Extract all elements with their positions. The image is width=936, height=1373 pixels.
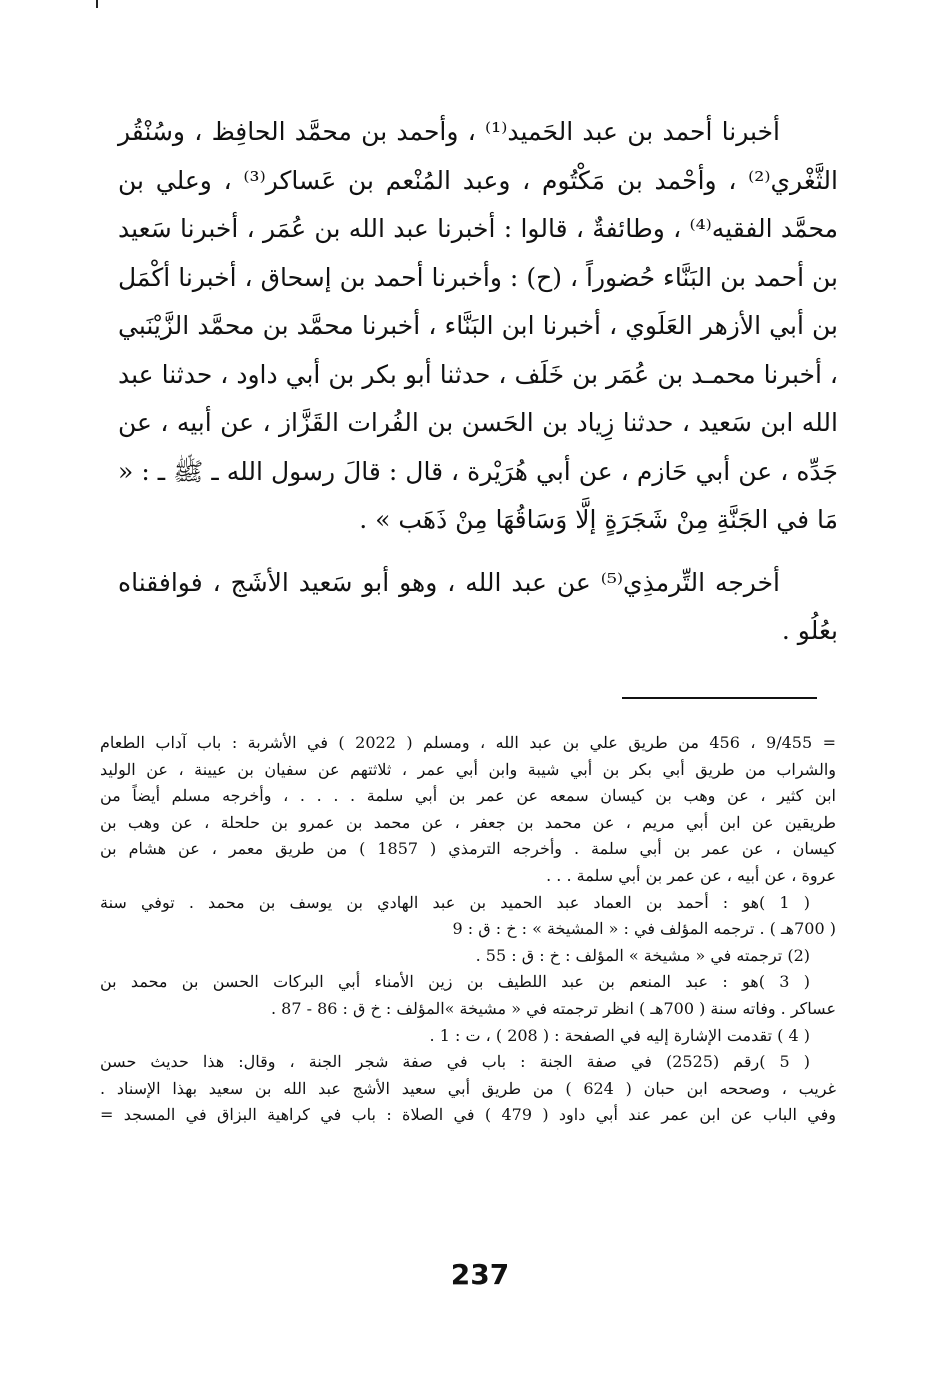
scan-mark bbox=[96, 0, 98, 8]
takhrij-paragraph: أخرجه التِّرمذِي⁽⁵⁾ عن عبد الله ، وهو أبو سَعيد الأشَج ، فوافقناه بعُلُو . bbox=[118, 567, 838, 645]
footnote-5-cont: غريب ، وصححه ابن حبان ( 624 ) من طريق أبي سعيد الأشج عبد الله بن سعيد بهذا الإسناد . bbox=[100, 1078, 836, 1098]
footnote-5-cont: وفي الباب عن ابن عمر عند أبي داود ( 479 ) في الصلاة : باب في كراهية البزاق في المسجد = bbox=[100, 1105, 836, 1125]
footnote-4: ( 4 ) تقدمت الإشارة إليه في الصفحة : ( 208 ) ، ت : 1 . bbox=[429, 1025, 810, 1045]
footnote-5: ( 5 )رقم (2525) في صفة الجنة : باب في صفة شجر الجنة ، وقال: هذا حديث حسن bbox=[100, 1052, 811, 1072]
footnotes-block bbox=[100, 730, 836, 1129]
footnote-3: ( 3 )هو : عبد المنعم بن عبد اللطيف بن زين الأمناء أبي البركات الحسن بن محمد بن bbox=[100, 972, 811, 992]
footnote-line: ابن كثير ، عن وهب بن كيسان سمعه عن عمر بن أبي سلمة . . . . ، وأخرجه مسلم أيضاً من bbox=[100, 786, 836, 806]
footnote-line: عروة ، عن أبيه ، عن عمر بن أبي سلمة . . . bbox=[546, 865, 836, 885]
page-number: 237 bbox=[450, 1258, 510, 1291]
footnote-1: ( 1 )هو : أحمد بن العماد عبد الحميد بن عبد الهادي بن يوسف بن محمد . توفي سنة bbox=[100, 892, 811, 912]
footnote-line: = 9/455 ، 456 من طريق علي بن عبد الله ، ومسلم ( 2022 ) في الأشربة : باب آداب الطعام bbox=[100, 733, 836, 752]
hadith-paragraph: أخبرنا أحمد بن عبد الحَميد⁽¹⁾ ، وأحمد بن محمَّد الحافِظ ، وسُنْقُر الثَّغْري⁽²⁾ ، وأحْمد بن مَكْتُوم ، وعبد المُنْعم بن عَساكر⁽³⁾ ، وعلي بن محمَّد الفقيه⁽⁴⁾ ، وطائفةٌ ، قالوا : أخبرنا عبد الله بن عُمَر ، أخبرنا سَعيد بن أحمد بن البَنَّاء حُضوراً ، (ح) : وأخبرنا أحمد بن إسحاق ، أخبرنا أكْمَل بن أبي الأزهر العَلَوي ، أخبرنا ابن البَنَّاء ، أخبرنا محمَّد بن محمَّد الزَّيْنَبي ، أخبرنا محمـد بن عُمَر بن خَلَف ، حدثنا أبو بكر بن أبي داود ، حدثنا عبد الله ابن سَعيد ، حدثنا زِياد بن الحَسن بن الفُرات القَزَّاز ، عن أبيه ، عن جَدِّه ، عن أبي حَازم ، عن أبي هُرَيْرة ، قال : قالَ رسول الله ـ ﷺ ـ : « مَا في الجَنَّةِ مِنْ شَجَرَةٍ إلَّا وَسَاقُهَا مِنْ ذَهَب » . bbox=[118, 117, 839, 534]
footnote-line: طريقين عن ابن أبي مريم ، عن محمد بن جعفر ، عن محمد بن عمرو بن حلحلة ، عن وهب بن bbox=[100, 812, 836, 832]
footnote-2: (2) ترجمته في « مشيخة » المؤلف : خ : ق : 55 . bbox=[475, 945, 810, 965]
footnote-line: كيسان ، عن عمر بن أبي سلمة . وأخرجه الترمذي ( 1857 ) من طريق معمر ، عن هشام بن bbox=[100, 839, 836, 859]
footnote-line: والشراب من طريق أبي بكر بن أبي شيبة وابن أبي عمر ، ثلاثتهم عن سفيان بن عيينة ، عن الوليد bbox=[100, 759, 836, 779]
footnote-1-cont: ( 700هـ ) . ترجمه المؤلف في : « المشيخة » : خ : ق : 9 bbox=[452, 919, 836, 939]
main-text-block bbox=[118, 108, 838, 656]
footnote-separator bbox=[622, 697, 817, 699]
footnote-3-cont: عساكر . وفاته سنة ( 700هـ ) انظر ترجمته في « مشيخة »المؤلف : خ ق : 86 - 87 . bbox=[270, 998, 836, 1018]
